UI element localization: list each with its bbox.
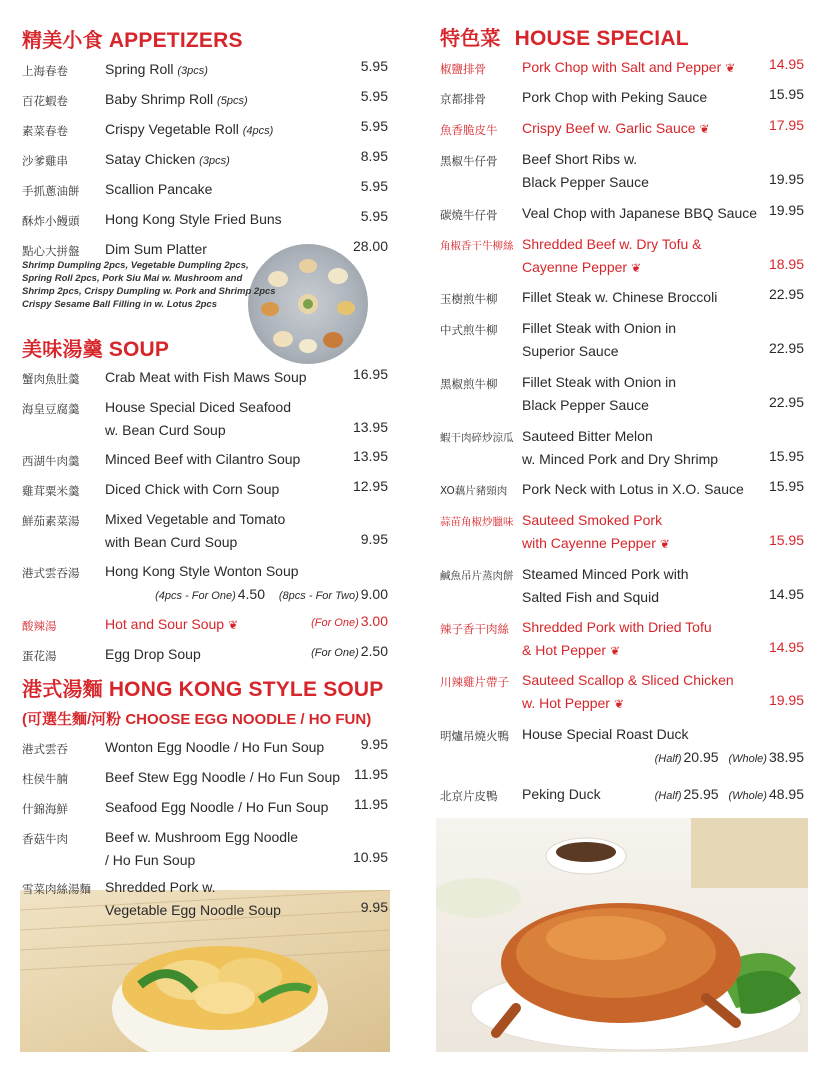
item-cn-name: 酸辣湯 [22,619,57,633]
item-en-name: Hot and Sour Soup ❦ [105,613,238,637]
chili-pepper-icon: ❦ [613,697,624,711]
item-price: 14.95 [768,639,804,655]
appetizers-heading [22,24,243,53]
item-cn-name: 蟹肉魚肚羹 [22,372,80,386]
soup-title-en: SOUP [108,338,170,361]
item-price: 22.95 [768,394,804,410]
item-cn-name: 辣子香干肉絲 [440,622,509,636]
item-cn-name: 椒鹽排骨 [440,62,486,76]
item-en-name: Shredded Pork w. Vegetable Egg Noodle Soup [105,879,281,918]
item-price: 13.95 [352,419,388,435]
item-cn-name: 柱侯牛腩 [22,772,68,786]
item-en-name: House Special Diced Seafood w. Bean Curd Soup [105,399,292,438]
item-en-name: Veal Chop with Japanese BBQ Sauce [522,205,758,221]
item-price: 10.95 [352,849,388,865]
item-cn-name: 黑椒煎牛柳 [440,377,498,391]
item-price: 12.95 [352,478,388,494]
roast-duck-illustration [436,818,808,1052]
item-price: 15.95 [768,448,804,464]
item-cn-name: 雪菜肉絲湯麵 [22,882,91,896]
peking-duck-prices: (Half) 25.95 (Whole) 48.95 [654,786,804,802]
item-en-name: Fillet Steak with Onion in Superior Sauce [522,320,677,359]
wonton-soup-prices: (4pcs - For One) 4.50 (8pcs - For Two) 9.00 [155,586,388,602]
item-price: 5.95 [360,208,388,224]
item-price: 22.95 [768,286,804,302]
chili-pepper-icon: ❦ [228,618,239,632]
hk-soup-heading [22,673,384,702]
item-cn-name: 西湖牛肉羹 [22,454,80,468]
hk-soup-title-cn: 港式湯麵 [22,679,103,701]
item-en-name: Diced Chick with Corn Soup [105,481,280,497]
item-en-name: Sauteed Bitter Melon w. Minced Pork and Dry Shrimp [522,428,719,467]
item-en-name: House Special Roast Duck [522,726,689,742]
item-en-name: Hong Kong Style Fried Buns [105,211,282,227]
appetizers-title-cn: 精美小食 [22,30,103,52]
item-cn-name: 香菇牛肉 [22,832,68,846]
item-en-name: Beef Stew Egg Noodle / Ho Fun Soup [105,769,341,785]
item-cn-name: XO藕片豬頸肉 [440,485,508,497]
item-price: 15.95 [768,86,804,102]
house-special-title-cn: 特色菜 [440,28,501,50]
item-en-name: Shredded Beef w. Dry Tofu & Cayenne Pepper ❦ [522,233,702,280]
item-cn-name: 港式雲吞湯 [22,566,80,580]
item-cn-name: 蒜苗角椒炒臘味 [440,516,514,528]
item-price: 17.95 [768,117,804,133]
item-cn-name: 什錦海鮮 [22,802,68,816]
item-en-name: Dim Sum Platter [105,241,207,257]
chili-pepper-icon: ❦ [631,261,642,275]
item-en-name: Fillet Steak w. Chinese Broccoli [522,289,718,305]
roast-duck-prices: (Half) 20.95 (Whole) 38.95 [654,749,804,765]
house-special-heading [440,22,689,51]
hk-soup-title-en: HONG KONG STYLE SOUP [108,678,384,701]
item-en-name: Fillet Steak with Onion in Black Pepper Sauce [522,374,677,413]
item-cn-name: 碳燒牛仔骨 [440,208,498,222]
item-en-name: Beef w. Mushroom Egg Noodle / Ho Fun Soup [105,829,298,868]
item-en-name: Peking Duck [522,786,601,802]
item-cn-name: 京都排骨 [440,92,486,106]
item-en-name: Minced Beef with Cilantro Soup [105,451,301,467]
item-en-name: Seafood Egg Noodle / Ho Fun Soup [105,799,329,815]
item-cn-name: 鹹魚吊片蒸肉餅 [440,570,514,582]
item-price: 11.95 [354,766,388,782]
item-price: 9.95 [360,899,388,915]
item-cn-name: 雞茸粟米羹 [22,484,80,498]
item-price: 13.95 [352,448,388,464]
item-cn-name: 角椒香干牛柳絲 [440,240,514,252]
item-cn-name: 百花蝦卷 [22,94,68,108]
item-en-name: Shredded Pork with Dried Tofu & Hot Pepper ❦ [522,616,712,663]
item-cn-name: 北京片皮鴨 [440,789,498,803]
item-price: 5.95 [360,118,388,134]
item-price: 15.95 [768,478,804,494]
item-en-name: Mixed Vegetable and Tomato with Bean Curd Soup [105,511,286,550]
item-cn-name: 港式雲吞 [22,742,68,756]
item-price: (For One) 3.00 [311,613,388,629]
item-price: 8.95 [360,148,388,164]
item-price: 9.95 [360,736,388,752]
item-en-name: Crispy Vegetable Roll (4pcs) [105,121,274,137]
item-cn-name: 玉樹煎牛柳 [440,292,498,306]
item-en-name: Sauteed Smoked Pork with Cayenne Pepper ❦ [522,509,670,556]
item-en-name: Hong Kong Style Wonton Soup [105,563,299,579]
item-cn-name: 鮮茄素菜湯 [22,514,80,528]
hk-soup-subtitle: (可選生麵/河粉 CHOOSE EGG NOODLE / HO FUN) [22,711,372,728]
item-price: 11.95 [354,796,388,812]
item-price: 14.95 [768,56,804,72]
item-en-name: Sauteed Scallop & Sliced Chicken w. Hot Pepper ❦ [522,669,734,716]
chili-pepper-icon: ❦ [610,644,621,658]
chili-pepper-icon: ❦ [659,537,670,551]
item-cn-name: 明爐吊燒火鴨 [440,729,509,743]
item-en-name: Beef Short Ribs w. Black Pepper Sauce [522,151,649,190]
platter-description: Shrimp Dumpling 2pcs, Vegetable Dumpling 2pcs, Spring Roll 2pcs, Pork Siu Mai w. Mushroom and Shrimp 2pcs, Crispy Dumpling w. Pork and Shrimp 2pcs Crispy Sesame Ball Filling in w. Lotus 2pcs [22,260,276,310]
house-special-title-en: HOUSE SPECIAL [514,27,689,50]
item-en-name: Baby Shrimp Roll (5pcs) [105,91,248,107]
item-cn-name: 川辣雞片帶子 [440,675,509,689]
item-en-name: Pork Neck with Lotus in X.O. Sauce [522,481,744,497]
item-en-name: Spring Roll (3pcs) [105,61,208,77]
item-en-name: Crispy Beef w. Garlic Sauce ❦ [522,117,710,141]
item-en-name: Pork Chop with Peking Sauce [522,89,708,105]
item-price: 14.95 [768,586,804,602]
soup-title-cn: 美味湯羹 [22,339,103,361]
item-cn-name: 點心大拼盤 [22,244,80,258]
item-cn-name: 蛋花湯 [22,649,57,663]
item-price: 19.95 [768,202,804,218]
item-cn-name: 沙爹雞串 [22,154,68,168]
item-cn-name: 酥炸小饅頭 [22,214,80,228]
peking-duck-photo [436,818,808,1052]
item-en-name: Steamed Minced Pork with Salted Fish and Squid [522,566,689,605]
item-price: 16.95 [352,366,388,382]
item-cn-name: 魚香脆皮牛 [440,123,498,137]
item-cn-name: 蝦干肉碎炒涼瓜 [440,432,514,444]
item-cn-name: 素菜春卷 [22,124,68,138]
soup-heading [22,333,169,362]
item-en-name: Satay Chicken (3pcs) [105,151,230,167]
chili-pepper-icon: ❦ [725,61,736,75]
item-cn-name: 黑椒牛仔骨 [440,154,498,168]
item-en-name: Egg Drop Soup [105,646,201,662]
item-en-name: Wonton Egg Noodle / Ho Fun Soup [105,739,325,755]
item-price: 5.95 [360,58,388,74]
chili-pepper-icon: ❦ [699,122,710,136]
item-price: 22.95 [768,340,804,356]
item-price: 18.95 [768,256,804,272]
item-en-name: Crab Meat with Fish Maws Soup [105,369,307,385]
appetizers-title-en: APPETIZERS [108,29,243,52]
item-price: 5.95 [360,178,388,194]
item-price: 19.95 [768,692,804,708]
item-price: 9.95 [360,531,388,547]
item-price: 19.95 [768,171,804,187]
item-cn-name: 中式煎牛柳 [440,323,498,337]
item-price: 28.00 [352,238,388,254]
item-price: 15.95 [768,532,804,548]
item-cn-name: 海皇豆腐羹 [22,402,80,416]
item-price: (For One) 2.50 [311,643,388,659]
item-price: 5.95 [360,88,388,104]
item-en-name: Scallion Pancake [105,181,213,197]
item-en-name: Pork Chop with Salt and Pepper ❦ [522,56,735,80]
item-cn-name: 上海春卷 [22,64,68,78]
item-cn-name: 手抓蔥油餅 [22,184,80,198]
